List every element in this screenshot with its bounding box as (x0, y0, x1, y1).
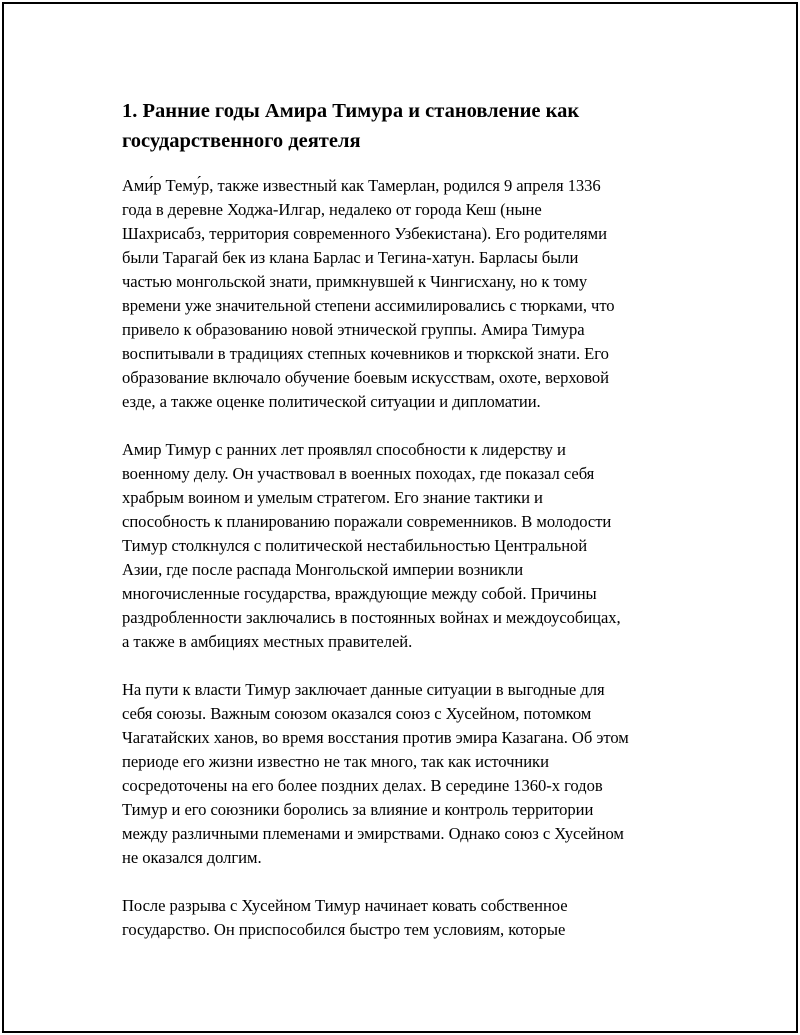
text-line: езде, а также оценке политической ситуации и дипломатии. (122, 392, 541, 411)
paragraph-state-building (122, 894, 692, 942)
text-line: На пути к власти Тимур заключает данные ситуации в выгодные для (122, 680, 605, 699)
text-line: раздробленности заключались в постоянных войнах и междоусобицах, (122, 608, 621, 627)
text-line: а также в амбициях местных правителей. (122, 632, 413, 651)
heading-line: 1. Ранние годы Амира Тимура и становление как (122, 100, 580, 122)
text-line: Ами́р Тему́р, также известный как Тамерлан, родился 9 апреля 1336 (122, 176, 601, 195)
text-line: периоде его жизни известно не так много, так как источники (122, 752, 549, 771)
text-line: способность к планированию поражали современников. В молодости (122, 512, 612, 531)
text-line: храбрым воином и умелым стратегом. Его знание тактики и (122, 488, 543, 507)
text-line: времени уже значительной степени ассимилировались с тюрками, что (122, 296, 615, 315)
document-body (122, 96, 692, 966)
text-line: Тимур столкнулся с политической нестабильностью Центральной (122, 536, 588, 555)
text-line: не оказался долгим. (122, 848, 262, 867)
heading-line: государственного деятеля (122, 130, 361, 152)
text-line: Шахрисабз, территория современного Узбекистана). Его родителями (122, 224, 607, 243)
section-heading (122, 96, 692, 156)
text-line: себя союзы. Важным союзом оказался союз с Хусейном, потомком (122, 704, 592, 723)
paragraph-early-life (122, 174, 692, 414)
text-line: образование включало обучение боевым искусствам, охоте, верховой (122, 368, 609, 387)
text-line: привело к образованию новой этнической группы. Амира Тимура (122, 320, 585, 339)
paragraph-military-leadership (122, 438, 692, 654)
text-line: Амир Тимур с ранних лет проявлял способности к лидерству и (122, 440, 566, 459)
text-line: Тимур и его союзники боролись за влияние и контроль территории (122, 800, 594, 819)
text-line: были Тарагай бек из клана Барлас и Тегина-хатун. Барласы были (122, 248, 579, 267)
text-line: государство. Он приспособился быстро тем условиям, которые (122, 920, 566, 939)
text-line: года в деревне Ходжа-Илгар, недалеко от города Кеш (ныне (122, 200, 542, 219)
text-line: Чагатайских ханов, во время восстания против эмира Казагана. Об этом (122, 728, 629, 747)
text-line: между различными племенами и эмирствами. Однако союз с Хусейном (122, 824, 624, 843)
text-line: воспитывали в традициях степных кочевников и тюркской знати. Его (122, 344, 609, 363)
text-line: сосредоточены на его более поздних делах. В середине 1360-х годов (122, 776, 603, 795)
text-line: военному делу. Он участвовал в военных походах, где показал себя (122, 464, 595, 483)
text-line: Азии, где после распада Монгольской империи возникли (122, 560, 524, 579)
page-frame (2, 2, 798, 1033)
text-line: частью монгольской знати, примкнувшей к Чингисхану, но к тому (122, 272, 588, 291)
text-line: После разрыва с Хусейном Тимур начинает ковать собственное (122, 896, 568, 915)
text-line: многочисленные государства, враждующие между собой. Причины (122, 584, 597, 603)
paragraph-path-to-power (122, 678, 692, 870)
